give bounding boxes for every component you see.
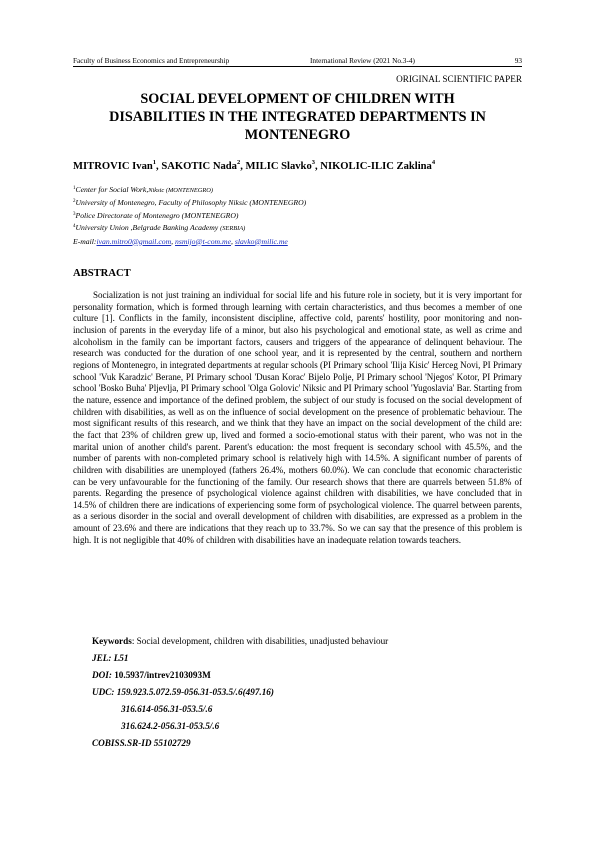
affiliation [73, 210, 522, 222]
author-name: MITROVIC Ivan [73, 161, 153, 172]
paper-title [73, 90, 522, 144]
author-separator: , [156, 161, 162, 172]
affiliation [73, 197, 522, 209]
keywords-text: : Social development, children with disabilities, unadjusted behaviour [131, 636, 389, 646]
keywords-row [92, 633, 532, 650]
email-label: E-mail: [73, 236, 97, 246]
paper-metadata [92, 633, 532, 752]
udc-code: 159.923.5.072.59-056.31-053.5/.6(497.16) [116, 687, 274, 697]
abstract-text: Socialization is not just training an individual for social life and his future role in society, but it is very important for personality formation, which is formed through learning with certain characteristics, and thus becomes a member of one culture [1]. Conflicts in the family, inconsistent discipline, affective cold, parents' hostility, poor monitoring and non-inclusion of parents in the everyday life of a minor, but also his psychological and emotional state, as well as crime and alcoholism in the family can be important factors, causers and triggers of the appearance of delinquent behaviour. The research was conducted for the duration of one school year, and it is represented by the central, southern and northern regions of Montenegro, in integrated departments at regular schools (PI Primary school 'Ilija Kisic' Herceg Novi, PI Primary school 'Vuk Karadzic' Berane, PI Primary school 'Dusan Korac' Bijelo Polje, PI Primary school 'Njegos' Kotor, PI Primary school 'Bosko Buha' Pljevlja, PI Primary school 'Olga Golovic' Niksic and PI Primary school 'Yugoslavia' Bar. Starting from the nature, essence and importance of the defined problem, the subject of our study is focused on the social development of children with disabilities, as well as on the influence of social development on the presence of problematic behaviour. The most significant results of this research, and we think that they have an impact on the social development of the child are: the fact that 23% of children grew up, lived and formed a socio-emotional status with their parent, who was not in the marital union of another child's parent. Parent's education: the most frequent is secondary school with 45.5%, and the number of parents with non-completed primary school is relatively high with 14.5%. A significant number of parents of children with disabilities are unemployed (fathers 26.4%, mothers 60.0%). We can conclude that economic characteristic can be very unfavourable for the functioning of the family. Our research shows that there are quarrels between 51.8% of parents. Regarding the presence of psychological violence against children with disabilities, we have concluded that in 14.5% of children there are indications of experiencing some form of psychological violence. The quarrel between parents, as a serious disorder in the social and overall development of children with disabilities, are expressed as a problem in the amount of 23.6% and there are indications that they reach up to 33.7%. So we can say that the presence of this problem is high. It is not negligible that 40% of children with disabilities have an inadequate relation towards teachers. [73, 290, 522, 545]
author-affil-mark: 1 [152, 159, 157, 166]
affil-location: (SERBIA) [220, 225, 246, 233]
jel-code: JEL: L51 [92, 653, 129, 663]
udc-code: 316.614-056.31-053.5/.6 [121, 704, 213, 714]
author-list [73, 160, 522, 173]
keywords-label: Keywords [92, 636, 132, 646]
author-affil-mark: 3 [311, 159, 315, 166]
affil-text: University of Montenegro, Faculty of Philosophy Niksic (MONTENEGRO) [75, 198, 307, 208]
author-name: MILIC Slavko [245, 161, 312, 172]
author-name: NIKOLIC-ILIC Zaklina [320, 161, 432, 172]
doi-value: 10.5937/intrev2103093M [114, 670, 211, 680]
article-type: ORIGINAL SCIENTIFIC PAPER [396, 74, 522, 84]
email-link[interactable]: slavko@milic.me [234, 236, 288, 246]
doi-row [92, 667, 532, 684]
affil-text: Police Directorate of Montenegro (MONTENEGRO) [75, 210, 239, 220]
author-affil-mark: 2 [236, 159, 241, 166]
udc-row [92, 684, 532, 701]
title-line: MONTENEGRO [244, 127, 351, 143]
affil-mark: 4 [73, 224, 76, 230]
affil-text: Center for Social Work, [75, 185, 149, 194]
doi-label: DOI: [92, 670, 115, 680]
author-affil-mark: 4 [431, 159, 436, 166]
header-journal-faculty: Faculty of Business Economics and Entrepreneurship [73, 56, 230, 65]
author-name: SAKOTIC Nada [161, 161, 237, 172]
header-issue: International Review (2021 No.3-4) [310, 56, 415, 65]
affil-location: Niksic (MONTENEGRO) [148, 187, 214, 194]
affiliations [73, 184, 522, 248]
email-link[interactable]: ivan.mitro0@gmail.com [96, 236, 172, 246]
cobiss-id: COBISS.SR-ID 55102729 [92, 738, 191, 748]
affiliation [73, 184, 522, 197]
page-number: 93 [514, 56, 522, 65]
affil-mark: 2 [73, 199, 76, 205]
affil-text: University Union ,Belgrade Banking Academy [75, 223, 221, 233]
email-line: E-mail:ivan.mitro0@gmail.com, nsmijo@t-com.me, slavko@milic.me [73, 236, 288, 246]
email-link[interactable]: nsmijo@t-com.me [175, 236, 231, 246]
affil-mark: 1 [73, 186, 76, 191]
author-separator: , [240, 161, 246, 172]
udc-label: UDC: [92, 687, 117, 697]
author-separator: , [315, 161, 321, 172]
abstract-heading: ABSTRACT [73, 268, 131, 279]
udc-code: 316.624.2-056.31-053.5/.6 [121, 721, 220, 731]
affil-mark: 3 [73, 211, 76, 217]
title-line: SOCIAL DEVELOPMENT OF CHILDREN WITH [140, 91, 455, 107]
title-line: DISABILITIES IN THE INTEGRATED DEPARTMENTS IN [109, 109, 486, 125]
affiliation [73, 222, 522, 235]
header-rule [73, 66, 522, 67]
